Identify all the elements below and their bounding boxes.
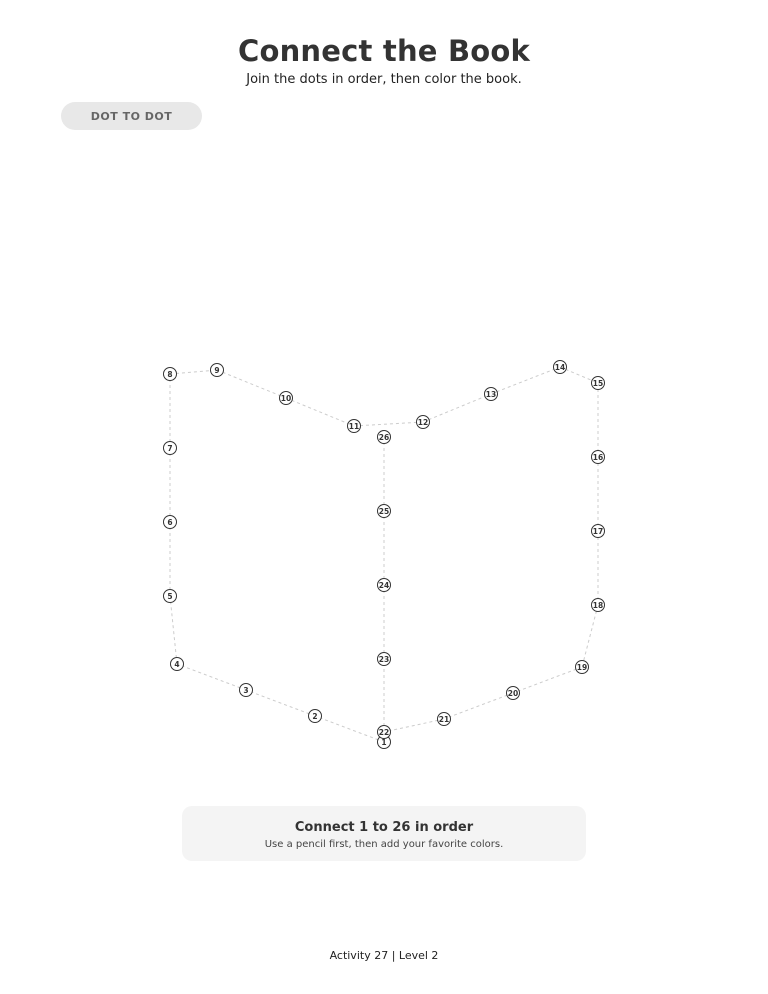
dot-23 [378,653,391,666]
dot-26 [378,431,391,444]
dot-number: 15 [592,379,604,388]
guide-line [315,716,384,742]
dot-number: 6 [167,518,173,527]
dot-number: 21 [438,715,450,724]
dot-6 [164,516,177,529]
dot-7 [164,442,177,455]
guide-lines [170,367,598,742]
guide-line [170,596,177,664]
dot-10 [280,392,293,405]
guide-line [384,719,444,732]
dot-15 [592,377,605,390]
dot-5 [164,590,177,603]
dot-number: 24 [378,581,390,590]
dot-14 [554,361,567,374]
dot-number: 13 [485,390,497,399]
dot-number: 9 [214,366,220,375]
dot-number: 23 [378,655,390,664]
dot-number: 18 [592,601,604,610]
guide-line [177,664,246,690]
dot-number: 20 [507,689,519,698]
dot-number: 22 [378,728,390,737]
dot-number: 7 [167,444,173,453]
dot-number: 17 [592,527,604,536]
dot-number: 2 [312,712,318,721]
dot-number: 3 [243,686,249,695]
guide-line [286,398,354,426]
dot-11 [348,420,361,433]
guide-line [354,422,423,426]
guide-line [444,693,513,719]
dot-number: 19 [576,663,588,672]
guide-line [513,667,582,693]
dot-20 [507,687,520,700]
guide-line [170,370,217,374]
dot-number: 26 [378,433,390,442]
dot-12 [417,416,430,429]
dot-18 [592,599,605,612]
dot-number: 25 [378,507,390,516]
dot-number: 12 [417,418,429,427]
dot-21 [438,713,451,726]
dot-number: 10 [280,394,292,403]
dot-24 [378,579,391,592]
dot-3 [240,684,253,697]
instructions-subtitle: Use a pencil first, then add your favorite colors. [264,839,504,850]
dot-17 [592,525,605,538]
dot-number: 1 [381,738,387,747]
dot-8 [164,368,177,381]
dot-19 [576,661,589,674]
guide-line [582,605,598,667]
footer-text: Activity 27 | Level 2 [329,949,439,962]
page-title: Connect the Book [237,34,531,68]
dot-number: 11 [348,422,360,431]
dot-number: 4 [174,660,180,669]
dot-2 [309,710,322,723]
page-subtitle: Join the dots in order, then color the book. [246,72,522,87]
guide-line [423,394,491,422]
dot-25 [378,505,391,518]
instructions-box [182,806,586,861]
dot-4 [171,658,184,671]
dot-16 [592,451,605,464]
dot-number: 16 [592,453,604,462]
dot-13 [485,388,498,401]
dot-22 [378,726,391,739]
dot-9 [211,364,224,377]
dot-number: 14 [554,363,566,372]
instructions-title: Connect 1 to 26 in order [294,820,474,835]
guide-line [217,370,286,398]
activity-type-badge: DOT TO DOT [61,102,202,130]
dot-number: 8 [167,370,173,379]
guide-line [246,690,315,716]
dot-number: 5 [167,592,173,601]
guide-line [491,367,560,394]
